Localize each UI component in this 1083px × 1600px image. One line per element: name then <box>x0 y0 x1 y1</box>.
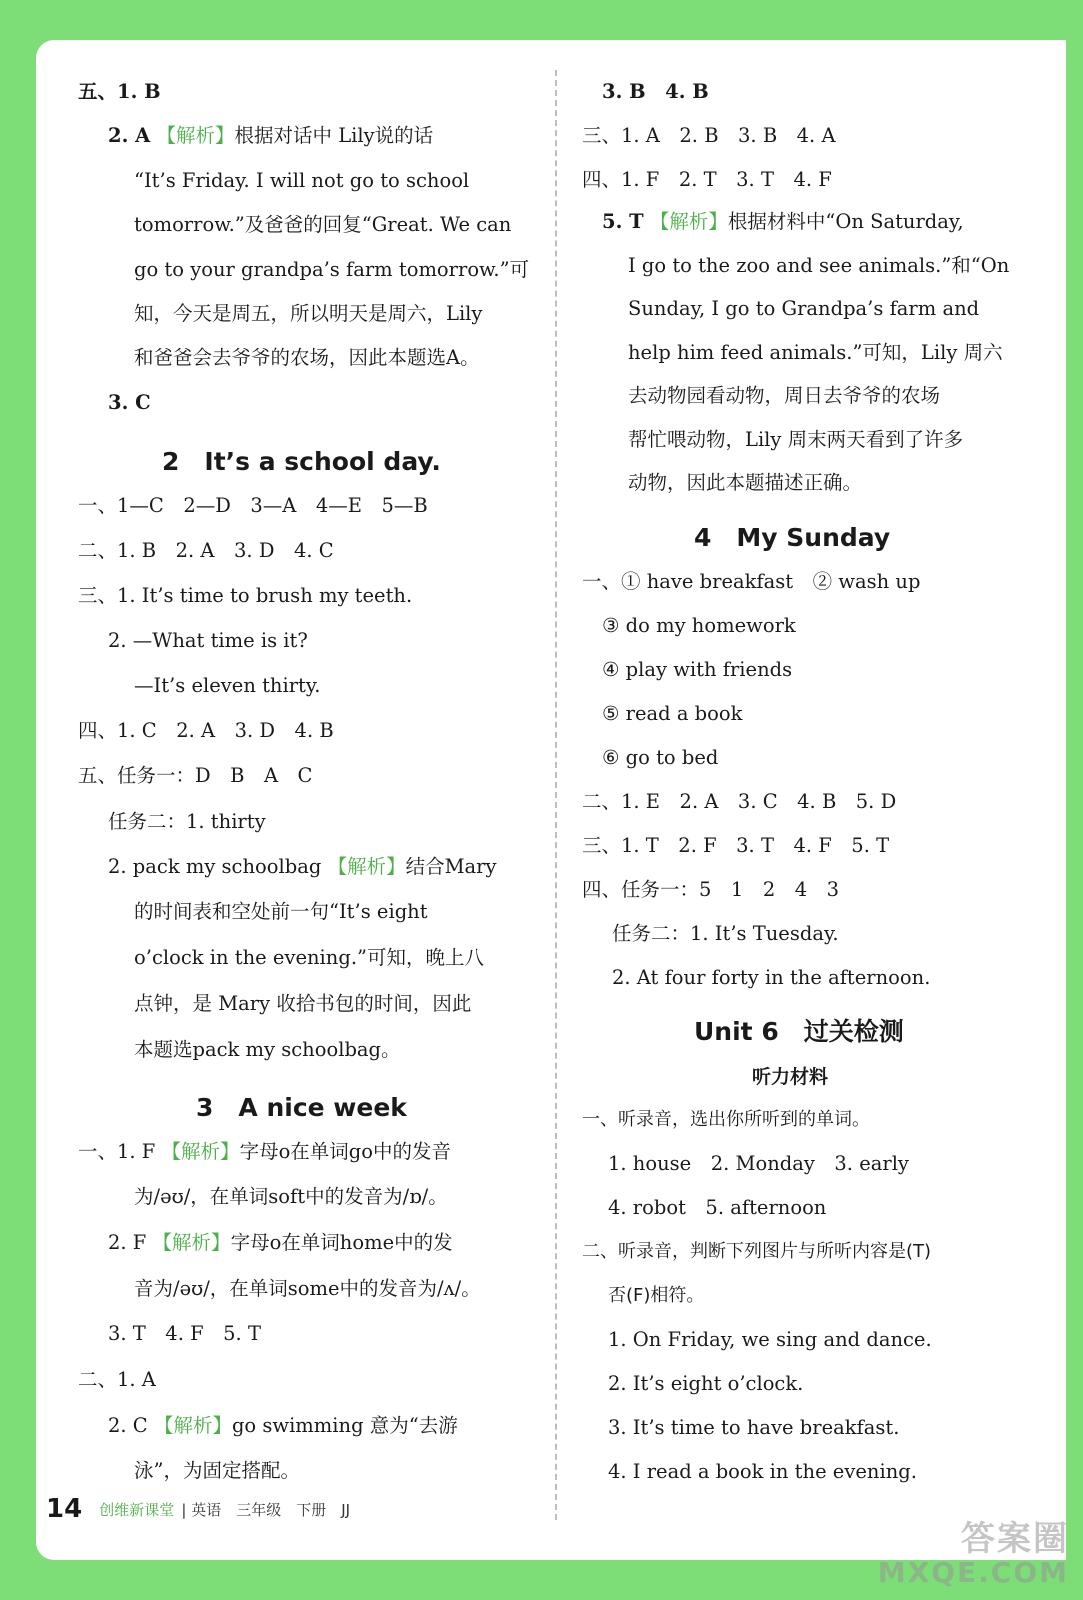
answer-line: 2. pack my schoolbag 【解析】结合Mary <box>108 855 497 878</box>
answer-line: ⑤ read a book <box>602 702 743 725</box>
answer-line: 三、1. It’s time to brush my teeth. <box>78 584 413 607</box>
answer-line: I go to the zoo and see animals.”和“On <box>628 254 1010 277</box>
analysis-tag: 【解析】 <box>152 1231 231 1254</box>
answer-line: 为/əʊ/，在单词soft中的发音为/ɒ/。 <box>134 1185 448 1208</box>
answer-line: 四、任务一：5 1 2 4 3 <box>582 878 840 901</box>
analysis-tag: 【解析】 <box>649 210 728 233</box>
watermark: 答案圈 MXQE.COM <box>877 1519 1069 1589</box>
answer-line: “It’s Friday. I will not go to school <box>134 169 470 192</box>
book-info: | 英语 三年级 下册 JJ <box>181 1500 351 1519</box>
answer-line: 5. T 【解析】根据材料中“On Saturday, <box>602 210 964 233</box>
answer-line: 一、听录音，选出你所听到的单词。 <box>582 1109 870 1130</box>
answer-line: 帮忙喂动物，Lily 周末两天看到了许多 <box>628 428 964 451</box>
answer-line: 2. A 【解析】根据对话中 Lily说的话 <box>108 124 434 147</box>
answer-line: 3. C <box>108 391 151 414</box>
answer-line: tomorrow.”及爸爸的回复“Great. We can <box>134 213 512 236</box>
section-heading: 2 It’s a school day. <box>162 447 441 476</box>
answer-line: 2. It’s eight o’clock. <box>608 1372 804 1395</box>
answer-line: go to your grandpa’s farm tomorrow.”可 <box>134 258 530 281</box>
answer-line: 三、1. A 2. B 3. B 4. A <box>582 124 836 147</box>
section-heading: 4 My Sunday <box>694 523 891 552</box>
answer-line: 否(F)相符。 <box>608 1285 705 1306</box>
answer-line: 1. On Friday, we sing and dance. <box>608 1328 932 1351</box>
answer-line: 2. At four forty in the afternoon. <box>612 966 931 989</box>
answer-line: 二、听录音，判断下列图片与所听内容是(T) <box>582 1241 932 1262</box>
answer-line: 的时间表和空处前一句“It’s eight <box>134 900 428 923</box>
answer-line: help him feed animals.”可知，Lily 周六 <box>628 341 1003 364</box>
answer-line: 4. robot 5. afternoon <box>608 1196 827 1219</box>
answer-line: 五、任务一：D B A C <box>78 764 313 787</box>
answer-line: 3. It’s time to have breakfast. <box>608 1416 900 1439</box>
answer-line: 二、1. E 2. A 3. C 4. B 5. D <box>582 790 897 813</box>
answer-line: 一、1. F 【解析】字母o在单词go中的发音 <box>78 1140 452 1163</box>
analysis-tag: 【解析】 <box>153 1414 232 1437</box>
answer-line: 2. F 【解析】字母o在单词home中的发 <box>108 1231 453 1254</box>
answer-line: 点钟，是 Mary 收拾书包的时间，因此 <box>134 992 472 1015</box>
brand-name: 创维新课堂 <box>99 1500 175 1519</box>
answer-line: 2. —What time is it? <box>108 629 308 652</box>
answer-line: 三、1. T 2. F 3. T 4. F 5. T <box>582 834 890 857</box>
answer-line: 3. T 4. F 5. T <box>108 1322 261 1345</box>
section-heading: Unit 6 过关检测 <box>694 1017 904 1046</box>
sub-heading: 听力材料 <box>752 1066 829 1088</box>
column-divider <box>555 70 557 1520</box>
answer-line: 四、1. C 2. A 3. D 4. B <box>78 719 334 742</box>
answer-line: ⑥ go to bed <box>602 746 719 769</box>
answer-line: 五、1. B <box>78 80 161 103</box>
page <box>36 40 1066 1560</box>
answer-line: 知，今天是周五，所以明天是周六，Lily <box>134 302 483 325</box>
answer-line: 和爸爸会去爷爷的农场，因此本题选A。 <box>134 346 480 369</box>
answer-line: 任务二：1. It’s Tuesday. <box>612 922 839 945</box>
analysis-tag: 【解析】 <box>161 1140 240 1163</box>
answer-line: 四、1. F 2. T 3. T 4. F <box>582 168 832 191</box>
analysis-tag: 【解析】 <box>156 124 235 147</box>
answer-line: 2. C 【解析】go swimming 意为“去游 <box>108 1414 458 1437</box>
answer-line: —It’s eleven thirty. <box>134 674 321 697</box>
answer-line: 本题选pack my schoolbag。 <box>134 1038 401 1061</box>
answer-line: 4. I read a book in the evening. <box>608 1460 917 1483</box>
analysis-tag: 【解析】 <box>327 855 406 878</box>
page-number: 14 <box>46 1494 83 1524</box>
answer-line: 动物，因此本题描述正确。 <box>628 471 863 494</box>
answer-line: 音为/əʊ/，在单词some中的发音为/ʌ/。 <box>134 1277 481 1300</box>
answer-line: ③ do my homework <box>602 614 796 637</box>
answer-line: o’clock in the evening.”可知，晚上八 <box>134 946 485 969</box>
section-heading: 3 A nice week <box>196 1093 407 1122</box>
answer-line: ④ play with friends <box>602 658 793 681</box>
answer-line: 1. house 2. Monday 3. early <box>608 1152 909 1175</box>
page-footer <box>46 1494 350 1524</box>
answer-line: 去动物园看动物，周日去爷爷的农场 <box>628 384 941 407</box>
answer-line: 一、① have breakfast ② wash up <box>582 570 921 593</box>
answer-line: 一、1—C 2—D 3—A 4—E 5—B <box>78 494 428 517</box>
answer-line: 二、1. B 2. A 3. D 4. C <box>78 539 334 562</box>
answer-line: Sunday, I go to Grandpa’s farm and <box>628 297 980 320</box>
answer-line: 任务二：1. thirty <box>108 810 266 833</box>
answer-line: 泳”，为固定搭配。 <box>134 1459 300 1482</box>
answer-line: 3. B 4. B <box>602 80 709 103</box>
answer-line: 二、1. A <box>78 1368 156 1391</box>
